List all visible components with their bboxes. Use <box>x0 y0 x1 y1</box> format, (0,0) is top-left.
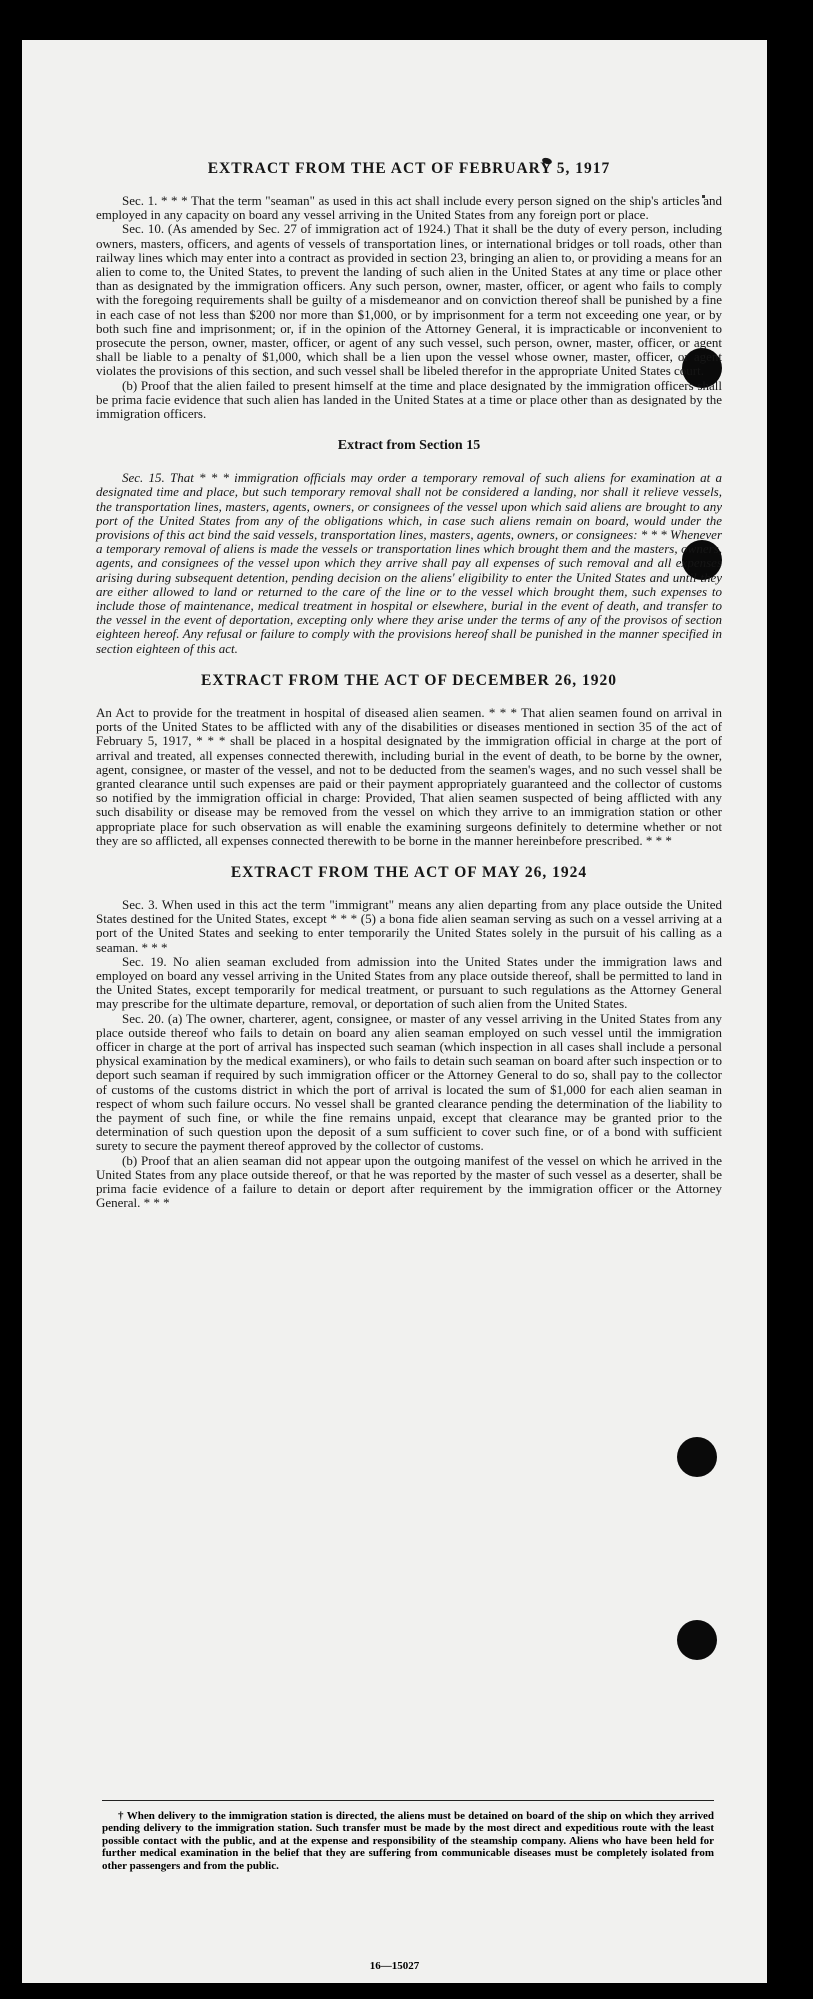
paragraph-sec-1: Sec. 1. * * * That the term "seaman" as used in this act shall include every person signed on the ship's articles and employed in any capacity on board any vessel arriving in the United States from any foreign port or place. <box>96 193 722 223</box>
paragraph-sec-3: Sec. 3. When used in this act the term "immigrant" means any alien departing from any place outside the United States destined for the United States, except * * * (5) a bona fide alien seaman serving as such on a vessel arriving at a port of the United States and seeking to enter temporarily the United States solely in the pursuit of his calling as a seaman. * * * <box>96 896 722 955</box>
heading-act-1924: EXTRACT FROM THE ACT OF MAY 26, 1924 <box>230 863 588 881</box>
document-page <box>22 40 767 1983</box>
paragraph-sec-20b: (b) Proof that an alien seaman did not appear upon the outgoing manifest of the vessel on which he arrived in the United States from any place outside thereof, or that he was reported by the master of such vessel as a deserter, shall be prima facie evidence of a failure to detain or deport after requirement by the immigration officer or the Attorney General. * * * <box>96 1152 722 1211</box>
subheading-section-15: Extract from Section 15 <box>337 438 481 454</box>
paragraph-sec-20a: Sec. 20. (a) The owner, charterer, agent, consignee, or master of any vessel arriving in the United States from any place outside thereof who fails to detain on board any alien seaman employed on such vessel until the immigration officer in charge at the port of arrival has inspected such seaman (which inspection in all cases shall include a personal physical examination by the medical examiners), or who fails to detain such seaman on board after such inspection or to deport such seaman if required by such immigration officer or the Attorney General to do so, shall pay to the collector of customs of the customs district in which the port of arrival is located the sum of $1,000 for each alien seaman in respect of whom such failure occurs. No vessel shall be granted clearance pending the determination of the liability to the payment of such fine, or while the fine remains unpaid, except that clearance may be granted prior to the determination of such question upon the deposit of a sum sufficient to cover such fine, or of a bond with sufficient surety to secure the payment thereof approved by the collector of customs. <box>96 1010 722 1154</box>
heading-act-1920: EXTRACT FROM THE ACT OF DECEMBER 26, 1920 <box>201 671 617 689</box>
footnote-text: † When delivery to the immigration station is directed, the aliens must be detained on board of the ship on which they arrived pending delivery to the immigration station. Such transfer must be made by the most direct and expeditious route with the least possible contact with the public, and at the expense and responsibility of the steamship company. Aliens who have been held for further medical examination in the belief that they are suffering from communicable diseases must be completely isolated from other passengers and from the public. <box>102 1810 714 1872</box>
heading-act-1917: EXTRACT FROM THE ACT OF FEBRUARY 5, 1917 <box>207 160 611 177</box>
paragraph-sec-10: Sec. 10. (As amended by Sec. 27 of immigration act of 1924.) That it shall be the duty of every person, including owners, masters, officers, and agents of vessels of transportation lines, or international bridges or toll roads, other than railway lines which may enter into a contract as provided in section 23, bringing an alien to, or providing a means for an alien to come to, the United States, to prevent the landing of such alien in the United States at any time or place other than as designated by the immigration officers. Any such person, owner, master, officer, or agent who fails to comply with the foregoing requirements shall be guilty of a misdemeanor and on conviction thereof shall be punished by a fine in each case of not less than $200 nor more than $1,000, or by imprisonment for a term not exceeding one year, or by both such fine and imprisonment; or, if in the opinion of the Attorney General, it is impracticable or inconvenient to prosecute the person, owner, master, officer, or agent of any such vessel, such person, owner, master, officer, or agent shall be liable to a penalty of $1,000, which shall be a lien upon the vessel whose owner, master, officer, or agent violates the provisions of this section, and such vessel shall be libeled therefor in the appropriate United States court. <box>96 221 722 379</box>
footnote-divider <box>102 1800 714 1801</box>
paragraph-sec-10b: (b) Proof that the alien failed to present himself at the time and place designated by the immigration officers shall be prima facie evidence that such alien has landed in the United States at a time or place other than as designated by the immigration officers. <box>96 377 722 422</box>
footnote <box>102 1810 714 1872</box>
paragraph-act-1920: An Act to provide for the treatment in hospital of diseased alien seamen. * * * That alien seamen found on arrival in ports of the United States to be afflicted with any of the disabilities or diseases mentioned in section 35 of the act of February 5, 1917, * * * shall be placed in a hospital designated by the immigration official in charge at the port of arrival and treated, all expenses connected therewith, including burial in the event of death, to be borne by the owner, agent, consignee, or master of the vessel, and not to be deducted from the seamen's wages, and no such vessel shall be granted clearance until such expenses are paid or their payment appropriately guaranteed and the collector of customs so notified by the immigration official in charge: Provided, That alien seamen suspected of being afflicted with any such disability or disease may be removed from the vessel on which they arrive to an immigration station or other appropriate place for such observation as will enable the examining surgeons definitely to determine whether or not they are so afflicted, all expenses connected therewith to be borne in the manner hereinbefore prescribed. * * * <box>96 704 722 848</box>
paragraph-sec-19: Sec. 19. No alien seaman excluded from admission into the United States under the immigration laws and employed on board any vessel arriving in the United States from any place outside thereof, shall be permitted to land in the United States, except temporarily for medical treatment, or pursuant to such regulations as the Attorney General may prescribe for the ultimate departure, removal, or deportation of such alien from the United States. <box>96 953 722 1012</box>
form-number: 16—15027 <box>369 1960 420 1972</box>
punch-hole <box>677 1620 717 1660</box>
paragraph-sec-15: Sec. 15. That * * * immigration officials may order a temporary removal of such aliens for examination at a designated time and place, but such temporary removal shall not be considered a landing, nor shall it relieve vessels, the transportation lines, masters, agents, owners, or consignees of the vessel upon which said aliens are brought to any port of the United States from any of the obligations which, in case such aliens remain on board, would under the provisions of this act bind the said vessels, transportation lines, masters, agents, owners, or consignees: * * * Whenever a temporary removal of aliens is made the vessels or transportation lines which brought them and the masters, owners, agents, and consignees of the vessel upon which they arrive shall pay all expenses of such removal and all expenses arising during subsequent detention, pending decision on the aliens' eligibility to enter the United States and until they are either allowed to land or returned to the care of the line or to the vessel which brought them, such expenses to include those of maintenance, medical treatment in hospital or elsewhere, burial in the event of death, and transfer to the vessel in the event of deportation, excepting only where they arise under the terms of any of the provisos of section eighteen hereof. Any refusal or failure to comply with the provisions hereof shall be punished in the manner specified in section eighteen of this act. <box>96 470 722 656</box>
document-body <box>96 160 722 1210</box>
punch-hole <box>677 1437 717 1477</box>
